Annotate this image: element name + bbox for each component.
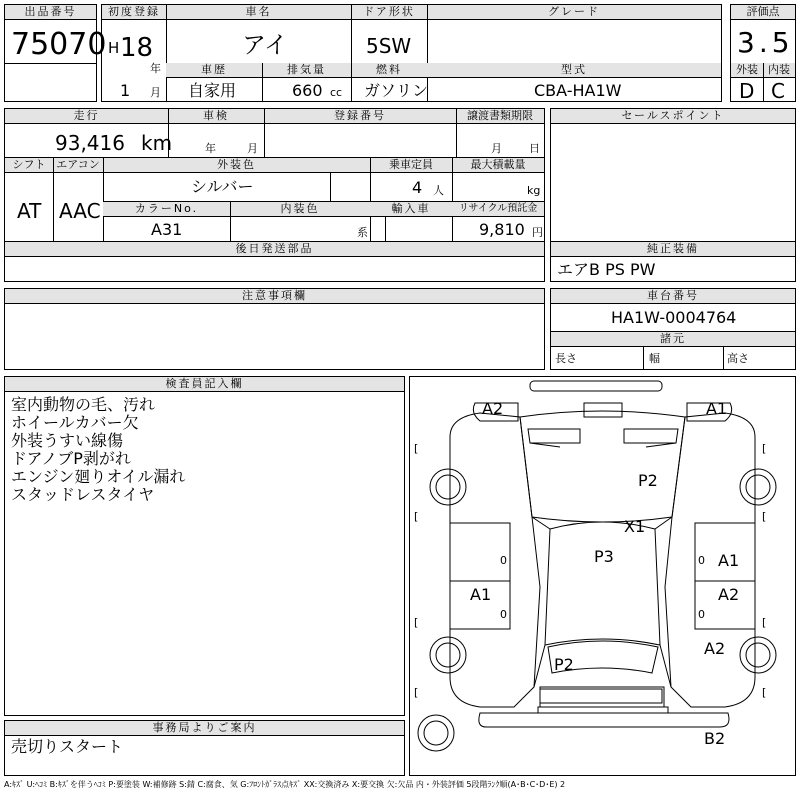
era-mark: H — [108, 39, 120, 57]
zero-mark: 0 — [500, 554, 507, 567]
color-no-label: カラーNo. — [103, 202, 230, 217]
reg-year: 18 — [120, 33, 154, 63]
recycle-label: リサイクル預託金 — [452, 202, 544, 217]
body-outline — [450, 413, 540, 707]
aircon-value: AAC — [59, 199, 101, 223]
mark-b2-rear: B2 — [704, 729, 726, 748]
mark-a2-right-rear: A2 — [704, 639, 726, 658]
bracket-mark: [ — [762, 686, 767, 699]
notes-label: 注意事項欄 — [5, 289, 544, 304]
mileage-unit: km — [141, 131, 173, 155]
aircon-label: エアコン — [53, 158, 103, 173]
rear-bumper-shape — [540, 689, 662, 703]
shift-value: AT — [17, 199, 42, 223]
mark-a2-right-mid: A2 — [718, 585, 740, 604]
dims-width: 幅 — [649, 352, 660, 365]
car-name-label: 車名 — [166, 5, 351, 20]
score-value: 3.5 — [737, 26, 794, 59]
score-label: 評価点 — [731, 5, 795, 20]
model-value: CBA-HA1W — [534, 81, 622, 100]
bracket-mark: [ — [762, 442, 767, 455]
bracket-mark: [ — [762, 510, 767, 523]
roof-shape — [545, 522, 660, 645]
capacity-label: 乗車定員 — [370, 158, 452, 173]
reg-year-unit: 年 — [150, 62, 161, 75]
equipment-value: エアB PS PW — [557, 260, 656, 279]
zero-mark: 0 — [500, 608, 507, 621]
lot-number: 75070 — [11, 27, 107, 62]
inspector-line: 室内動物の毛、汚れ — [11, 395, 156, 414]
wheel-rear-left — [430, 637, 466, 673]
import-label: 輸入車 — [370, 202, 452, 217]
int-color-unit: 系 — [357, 226, 368, 239]
history-value: 自家用 — [188, 81, 237, 100]
mileage-label: 走行 — [5, 109, 168, 124]
capacity-value: 4 — [412, 178, 423, 197]
legend-text: A:ｷｽﾞ U:ﾍｺﾐ B:ｷｽﾞを伴うﾍｺﾐ P:要塗装 W:補修跡 S:錆 C:腐食、気 G:ﾌﾛﾝﾄｶﾞﾗｽ点ｷｽﾞ XX:交換済み X:要交換 欠:欠品 内・外装評価 5段階ﾗﾝｸ順(A･B･C･D･E) 2 — [4, 780, 566, 789]
dims-length: 長さ — [555, 352, 577, 365]
car-diagram-svg — [410, 377, 795, 775]
inspector-box — [4, 376, 405, 716]
reg-month: 1 — [120, 81, 131, 100]
sales-points-label: セールスポイント — [551, 109, 795, 124]
wheel-front-left — [430, 469, 466, 505]
dims-height: 高さ — [727, 352, 749, 365]
mileage-value: 93,416 — [55, 131, 125, 155]
mark-a2-front-left: A2 — [482, 399, 504, 418]
inspection-label: 車検 — [168, 109, 264, 124]
mark-x1: X1 — [624, 517, 646, 536]
inspector-line: ホイールカバー欠 — [11, 413, 139, 432]
max-load-label: 最大積載量 — [452, 158, 544, 173]
recycle-value: 9,810 — [479, 220, 525, 239]
dims-label: 諸元 — [551, 332, 795, 347]
wheel-rear-right — [740, 637, 776, 673]
score-box — [730, 4, 796, 102]
reg-month-unit: 月 — [150, 86, 161, 99]
mark-a1-right-mid: A1 — [718, 551, 740, 570]
ext-color-label: 外装色 — [103, 158, 370, 173]
first-reg-label: 初度登録 — [102, 5, 166, 20]
vehicle-info-table — [101, 4, 722, 102]
int-color-label: 内装色 — [230, 202, 370, 217]
model-label: 型式 — [427, 63, 721, 78]
front-bumper-shape — [530, 381, 662, 391]
mark-p3-roof: P3 — [594, 547, 614, 566]
inspector-line: ドアノブP剥がれ — [11, 449, 131, 468]
bracket-mark: [ — [414, 686, 419, 699]
wheel-front-right — [740, 469, 776, 505]
inspector-line: エンジン廻りオイル漏れ — [11, 467, 186, 486]
recycle-unit: 円 — [532, 226, 543, 239]
inspector-line: 外装うすい線傷 — [11, 431, 124, 450]
bracket-mark: [ — [762, 616, 767, 629]
ext-score-label: 外装 — [731, 63, 763, 78]
ext-color-value: シルバー — [191, 177, 254, 196]
detail-table — [4, 108, 545, 282]
color-no-value: A31 — [151, 220, 183, 239]
transfer-day-unit: 日 — [529, 142, 540, 155]
mark-a1-front-right: A1 — [706, 399, 728, 418]
int-score-value: C — [771, 79, 785, 103]
displacement-unit: cc — [330, 86, 343, 99]
hood-shape — [520, 411, 685, 522]
rear-bar — [479, 713, 729, 727]
mark-a1-left-mid: A1 — [470, 585, 492, 604]
lot-box — [4, 4, 107, 102]
notes-box — [4, 288, 545, 370]
plate-label: 登録番号 — [264, 109, 456, 124]
office-label: 事務局よりご案内 — [5, 721, 404, 736]
equipment-label: 純正装備 — [551, 242, 795, 257]
office-box — [4, 720, 405, 776]
grade-label: グレード — [427, 5, 721, 20]
chassis-value: HA1W-0004764 — [611, 308, 737, 327]
sales-points-box — [550, 108, 796, 282]
bracket-mark: [ — [414, 442, 419, 455]
displacement-value: 660 — [292, 81, 323, 100]
door-label: ドア形状 — [351, 5, 427, 20]
history-label: 車歴 — [166, 63, 262, 78]
car-name-value: アイ — [242, 31, 288, 59]
spare-wheel — [418, 715, 454, 751]
chassis-label: 車台番号 — [551, 289, 795, 304]
inspector-line: スタッドレスタイヤ — [11, 485, 155, 504]
chassis-box — [550, 288, 796, 370]
displacement-label: 排気量 — [262, 63, 351, 78]
transfer-month-unit: 月 — [491, 142, 502, 155]
ext-score-value: D — [739, 79, 755, 103]
zero-mark: 0 — [698, 608, 705, 621]
later-parts-label: 後日発送部品 — [5, 242, 544, 257]
office-value: 売切りスタート — [11, 737, 124, 756]
transfer-label: 譲渡書類期限 — [456, 109, 544, 124]
inspector-label: 検査員記入欄 — [5, 377, 404, 392]
max-load-unit: kg — [527, 184, 541, 197]
mark-p2-rear: P2 — [554, 655, 574, 674]
door-value: 5SW — [366, 34, 412, 58]
lot-label: 出品番号 — [5, 5, 96, 20]
fuel-label: 燃料 — [351, 63, 427, 78]
inspection-year-unit: 年 — [205, 142, 216, 155]
bracket-mark: [ — [414, 616, 419, 629]
fuel-value: ガソリン — [364, 81, 429, 100]
int-score-label: 内装 — [763, 63, 795, 78]
inspection-month-unit: 月 — [247, 142, 258, 155]
capacity-unit: 人 — [433, 184, 444, 197]
bracket-mark: [ — [414, 510, 419, 523]
zero-mark: 0 — [698, 554, 705, 567]
mark-p2-hood: P2 — [638, 471, 658, 490]
damage-diagram — [409, 376, 796, 776]
shift-label: シフト — [5, 158, 53, 173]
